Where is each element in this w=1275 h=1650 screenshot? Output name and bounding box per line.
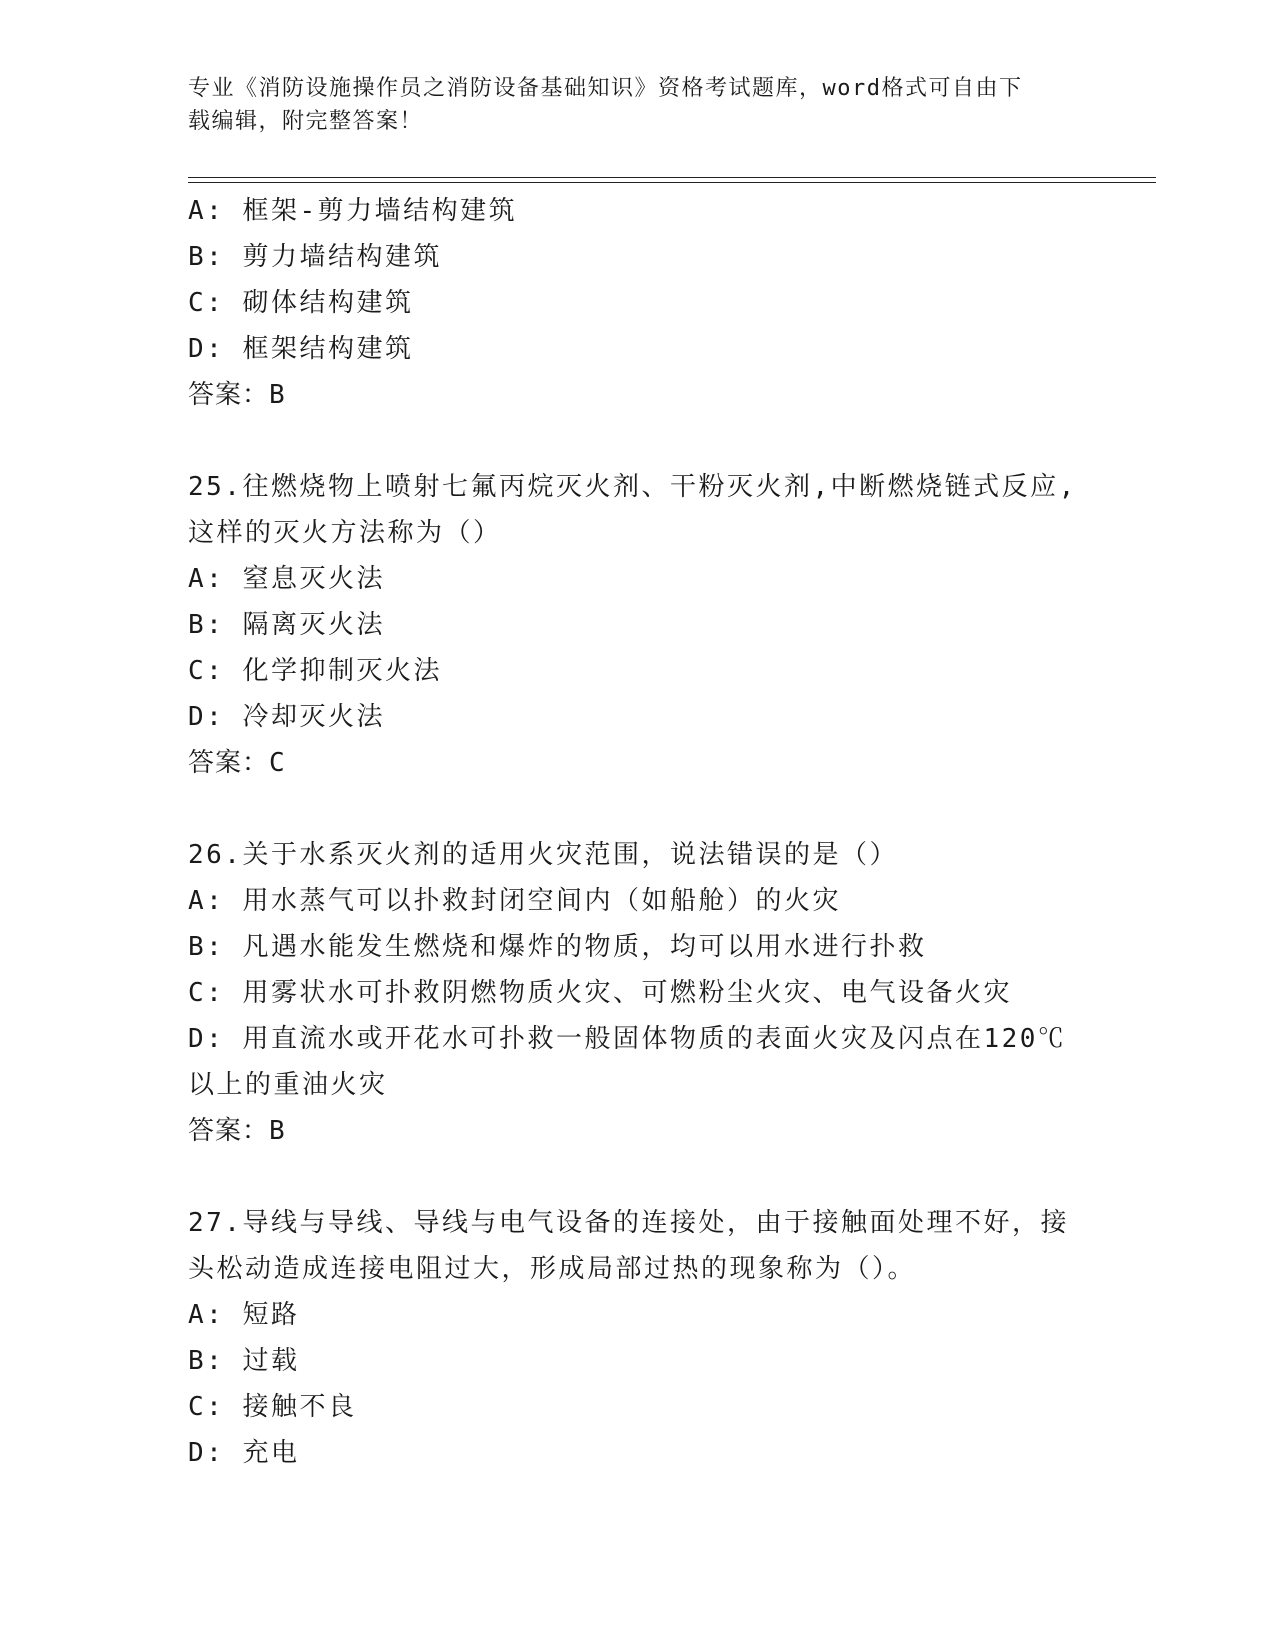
- option-a: A: 短路: [188, 1300, 300, 1330]
- question-list: [188, 188, 1088, 1476]
- header-divider-bottom: [188, 182, 1156, 183]
- option-c: C: 用雾状水可扑救阴燃物质火灾、可燃粉尘火灾、电气设备火灾: [188, 978, 1012, 1008]
- question-27: [188, 1200, 1088, 1476]
- header-line-2: 载编辑，附完整答案！: [188, 109, 424, 134]
- option-a: A: 框架-剪力墙结构建筑: [188, 196, 518, 226]
- question-stem-cont: 这样的灭火方法称为（）: [188, 518, 502, 548]
- option-b: B: 过载: [188, 1346, 300, 1376]
- spacer: [188, 418, 1088, 464]
- header-divider-top: [188, 177, 1156, 178]
- option-c: C: 砌体结构建筑: [188, 288, 414, 318]
- question-25: [188, 464, 1088, 786]
- option-b: B: 凡遇水能发生燃烧和爆炸的物质，均可以用水进行扑救: [188, 932, 927, 962]
- option-d: D: 冷却灭火法: [188, 702, 385, 732]
- option-d: D: 框架结构建筑: [188, 334, 414, 364]
- option-b: B: 隔离灭火法: [188, 610, 385, 640]
- option-a: A: 窒息灭火法: [188, 564, 385, 594]
- question-26: [188, 832, 1088, 1154]
- question-stem: 26.关于水系灭火剂的适用火灾范围，说法错误的是（）: [188, 840, 898, 870]
- spacer: [188, 1154, 1088, 1200]
- option-a: A: 用水蒸气可以扑救封闭空间内（如船舱）的火灾: [188, 886, 841, 916]
- option-b: B: 剪力墙结构建筑: [188, 242, 442, 272]
- option-c: C: 化学抑制灭火法: [188, 656, 442, 686]
- answer-line: 答案：C: [188, 748, 286, 778]
- option-d: D: 充电: [188, 1438, 300, 1468]
- answer-line: 答案：B: [188, 1116, 286, 1146]
- answer-line: 答案：B: [188, 380, 286, 410]
- option-d-cont: 以上的重油火灾: [188, 1070, 388, 1100]
- option-c: C: 接触不良: [188, 1392, 357, 1422]
- question-stem: 25.往燃烧物上喷射七氟丙烷灭火剂、干粉灭火剂,中断燃烧链式反应,: [188, 472, 1077, 502]
- page-header: [188, 72, 1088, 138]
- header-line-1: 专业《消防设施操作员之消防设备基础知识》资格考试题库，word格式可自由下: [188, 76, 1023, 101]
- option-d: D: 用直流水或开花水可扑救一般固体物质的表面火灾及闪点在120℃: [188, 1024, 1067, 1054]
- question-24: [188, 188, 1088, 418]
- question-stem-cont: 头松动造成连接电阻过大，形成局部过热的现象称为（）。: [188, 1254, 917, 1284]
- spacer: [188, 786, 1088, 832]
- question-stem: 27.导线与导线、导线与电气设备的连接处，由于接触面处理不好，接: [188, 1208, 1069, 1238]
